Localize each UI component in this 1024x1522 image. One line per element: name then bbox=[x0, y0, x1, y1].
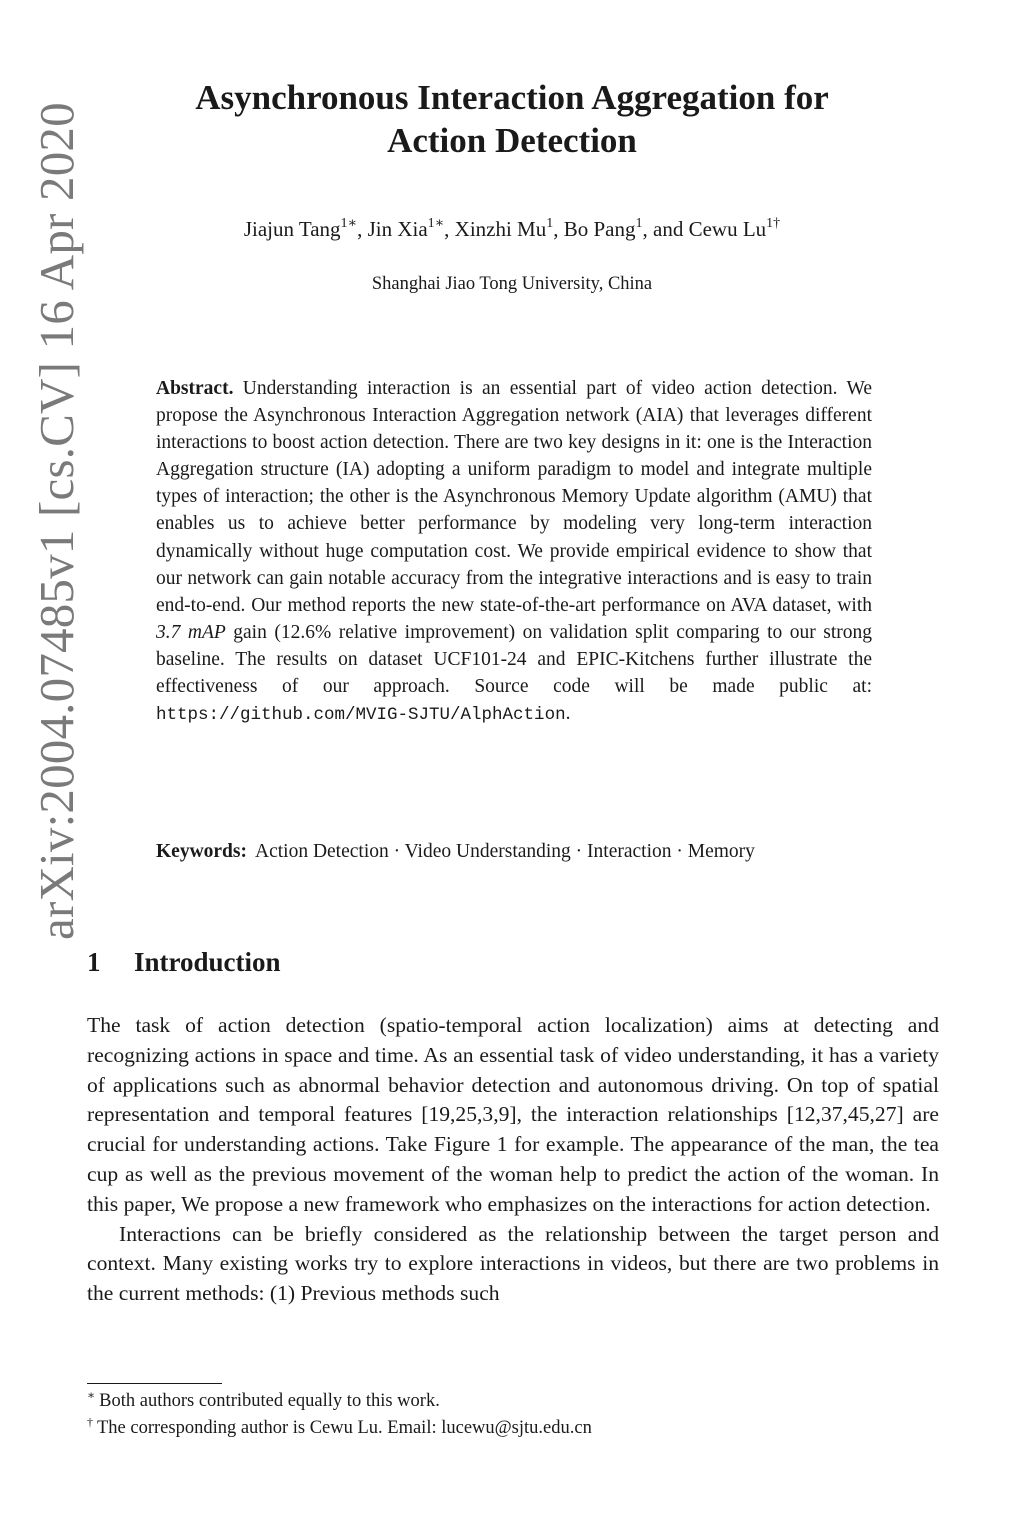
abstract-label: Abstract. bbox=[156, 378, 234, 399]
author bbox=[244, 217, 368, 241]
keywords bbox=[156, 838, 872, 865]
abstract-end: . bbox=[565, 703, 571, 725]
footnote bbox=[87, 1388, 939, 1415]
footnote-text: Both authors contributed equally to this work. bbox=[99, 1391, 440, 1411]
author-affil-mark: 1 bbox=[546, 216, 554, 231]
author bbox=[689, 217, 781, 241]
abstract-text: Understanding interaction is an essential part of video action detection. We propose the Asynchronous Interaction Aggregation network (AIA) that leverages different interactions to boost action detection. There are two key designs in it: one is the Interaction Aggregation structure (IA) adopting a uniform paradigm to model and integrate multiple types of interaction; the other is the Asynchronous Memory Update algorithm (AMU) that enables us to achieve better performance by modeling very long-term interaction dynamically without huge computation cost. We provide empirical evidence to show that our network can gain notable accuracy from the integrative interactions and is easy to train end-to-end. Our method reports the new state-of-the-art performance on AVA dataset, with bbox=[156, 378, 872, 616]
author-separator: , and bbox=[642, 217, 689, 241]
author bbox=[455, 217, 564, 241]
footnote bbox=[87, 1415, 939, 1442]
title-line-1: Asynchronous Interaction Aggregation for bbox=[195, 78, 829, 117]
author-affil-mark: 1† bbox=[766, 216, 781, 231]
author bbox=[564, 217, 689, 241]
section-title: Introduction bbox=[134, 947, 281, 977]
author-name: Bo Pang bbox=[563, 217, 636, 241]
footnote-mark: ∗ bbox=[87, 1388, 96, 1402]
author bbox=[368, 217, 455, 241]
abstract bbox=[156, 375, 872, 729]
footnote-rule bbox=[87, 1383, 222, 1384]
paragraph: Interactions can be briefly considered as the relationship between the target person and context. Many existing works try to explore interactions in videos, but there are two problems in the current methods: (1) Previous methods such bbox=[87, 1221, 939, 1306]
footnote-mark: † bbox=[87, 1415, 93, 1429]
title-line-2: Action Detection bbox=[387, 121, 637, 160]
author-affil-mark: 1∗ bbox=[340, 216, 358, 231]
author-name: Xinzhi Mu bbox=[454, 217, 547, 241]
author-affil-mark: 1∗ bbox=[427, 216, 445, 231]
author-separator: , bbox=[553, 217, 564, 241]
author-separator: , bbox=[444, 217, 455, 241]
abstract-text-cont: gain (12.6% relative improvement) on validation split comparing to our strong baseline. The results on dataset UCF101-24 and EPIC-Kitchens further illustrate the effectiveness of our approach. Source code will be made public at: bbox=[156, 621, 872, 698]
author-affil-mark: 1 bbox=[635, 216, 643, 231]
affiliation: Shanghai Jiao Tong University, China bbox=[371, 274, 653, 294]
author-separator: , bbox=[357, 217, 368, 241]
author-list bbox=[120, 214, 904, 244]
source-code-link[interactable]: https://github.com/MVIG-SJTU/AlphAction bbox=[156, 705, 566, 726]
section-number: 1 bbox=[87, 947, 101, 977]
paragraph: The task of action detection (spatio-temporal action localization) aims at detecting and recognizing actions in space and time. As an essential task of video understanding, it has a variety of applications such as abnormal behavior detection and autonomous driving. On top of spatial representation and temporal features [19,25,3,9], the interaction relationships [12,37,45,27] are crucial for understanding actions. Take Figure 1 for example. The appearance of the man, the tea cup as well as the previous movement of the woman help to predict the action of the woman. In this paper, We propose a new framework who emphasizes on the interactions for action detection. bbox=[87, 1013, 939, 1216]
arxiv-stamp: arXiv:2004.07485v1 [cs.CV] 16 Apr 2020 bbox=[29, 102, 84, 940]
abstract-metric: 3.7 mAP bbox=[156, 621, 226, 643]
author-name: Jin Xia bbox=[367, 217, 428, 241]
paper-title bbox=[120, 76, 904, 162]
footnotes bbox=[87, 1388, 939, 1442]
keywords-text: Action Detection · Video Understanding · Interaction · Memory bbox=[255, 841, 755, 862]
footnote-text: The corresponding author is Cewu Lu. Email: lucewu@sjtu.edu.cn bbox=[97, 1418, 592, 1438]
author-name: Cewu Lu bbox=[688, 217, 767, 241]
section-heading bbox=[87, 944, 281, 980]
keywords-label: Keywords: bbox=[156, 841, 247, 862]
body-text bbox=[87, 1011, 939, 1309]
author-name: Jiajun Tang bbox=[243, 217, 341, 241]
